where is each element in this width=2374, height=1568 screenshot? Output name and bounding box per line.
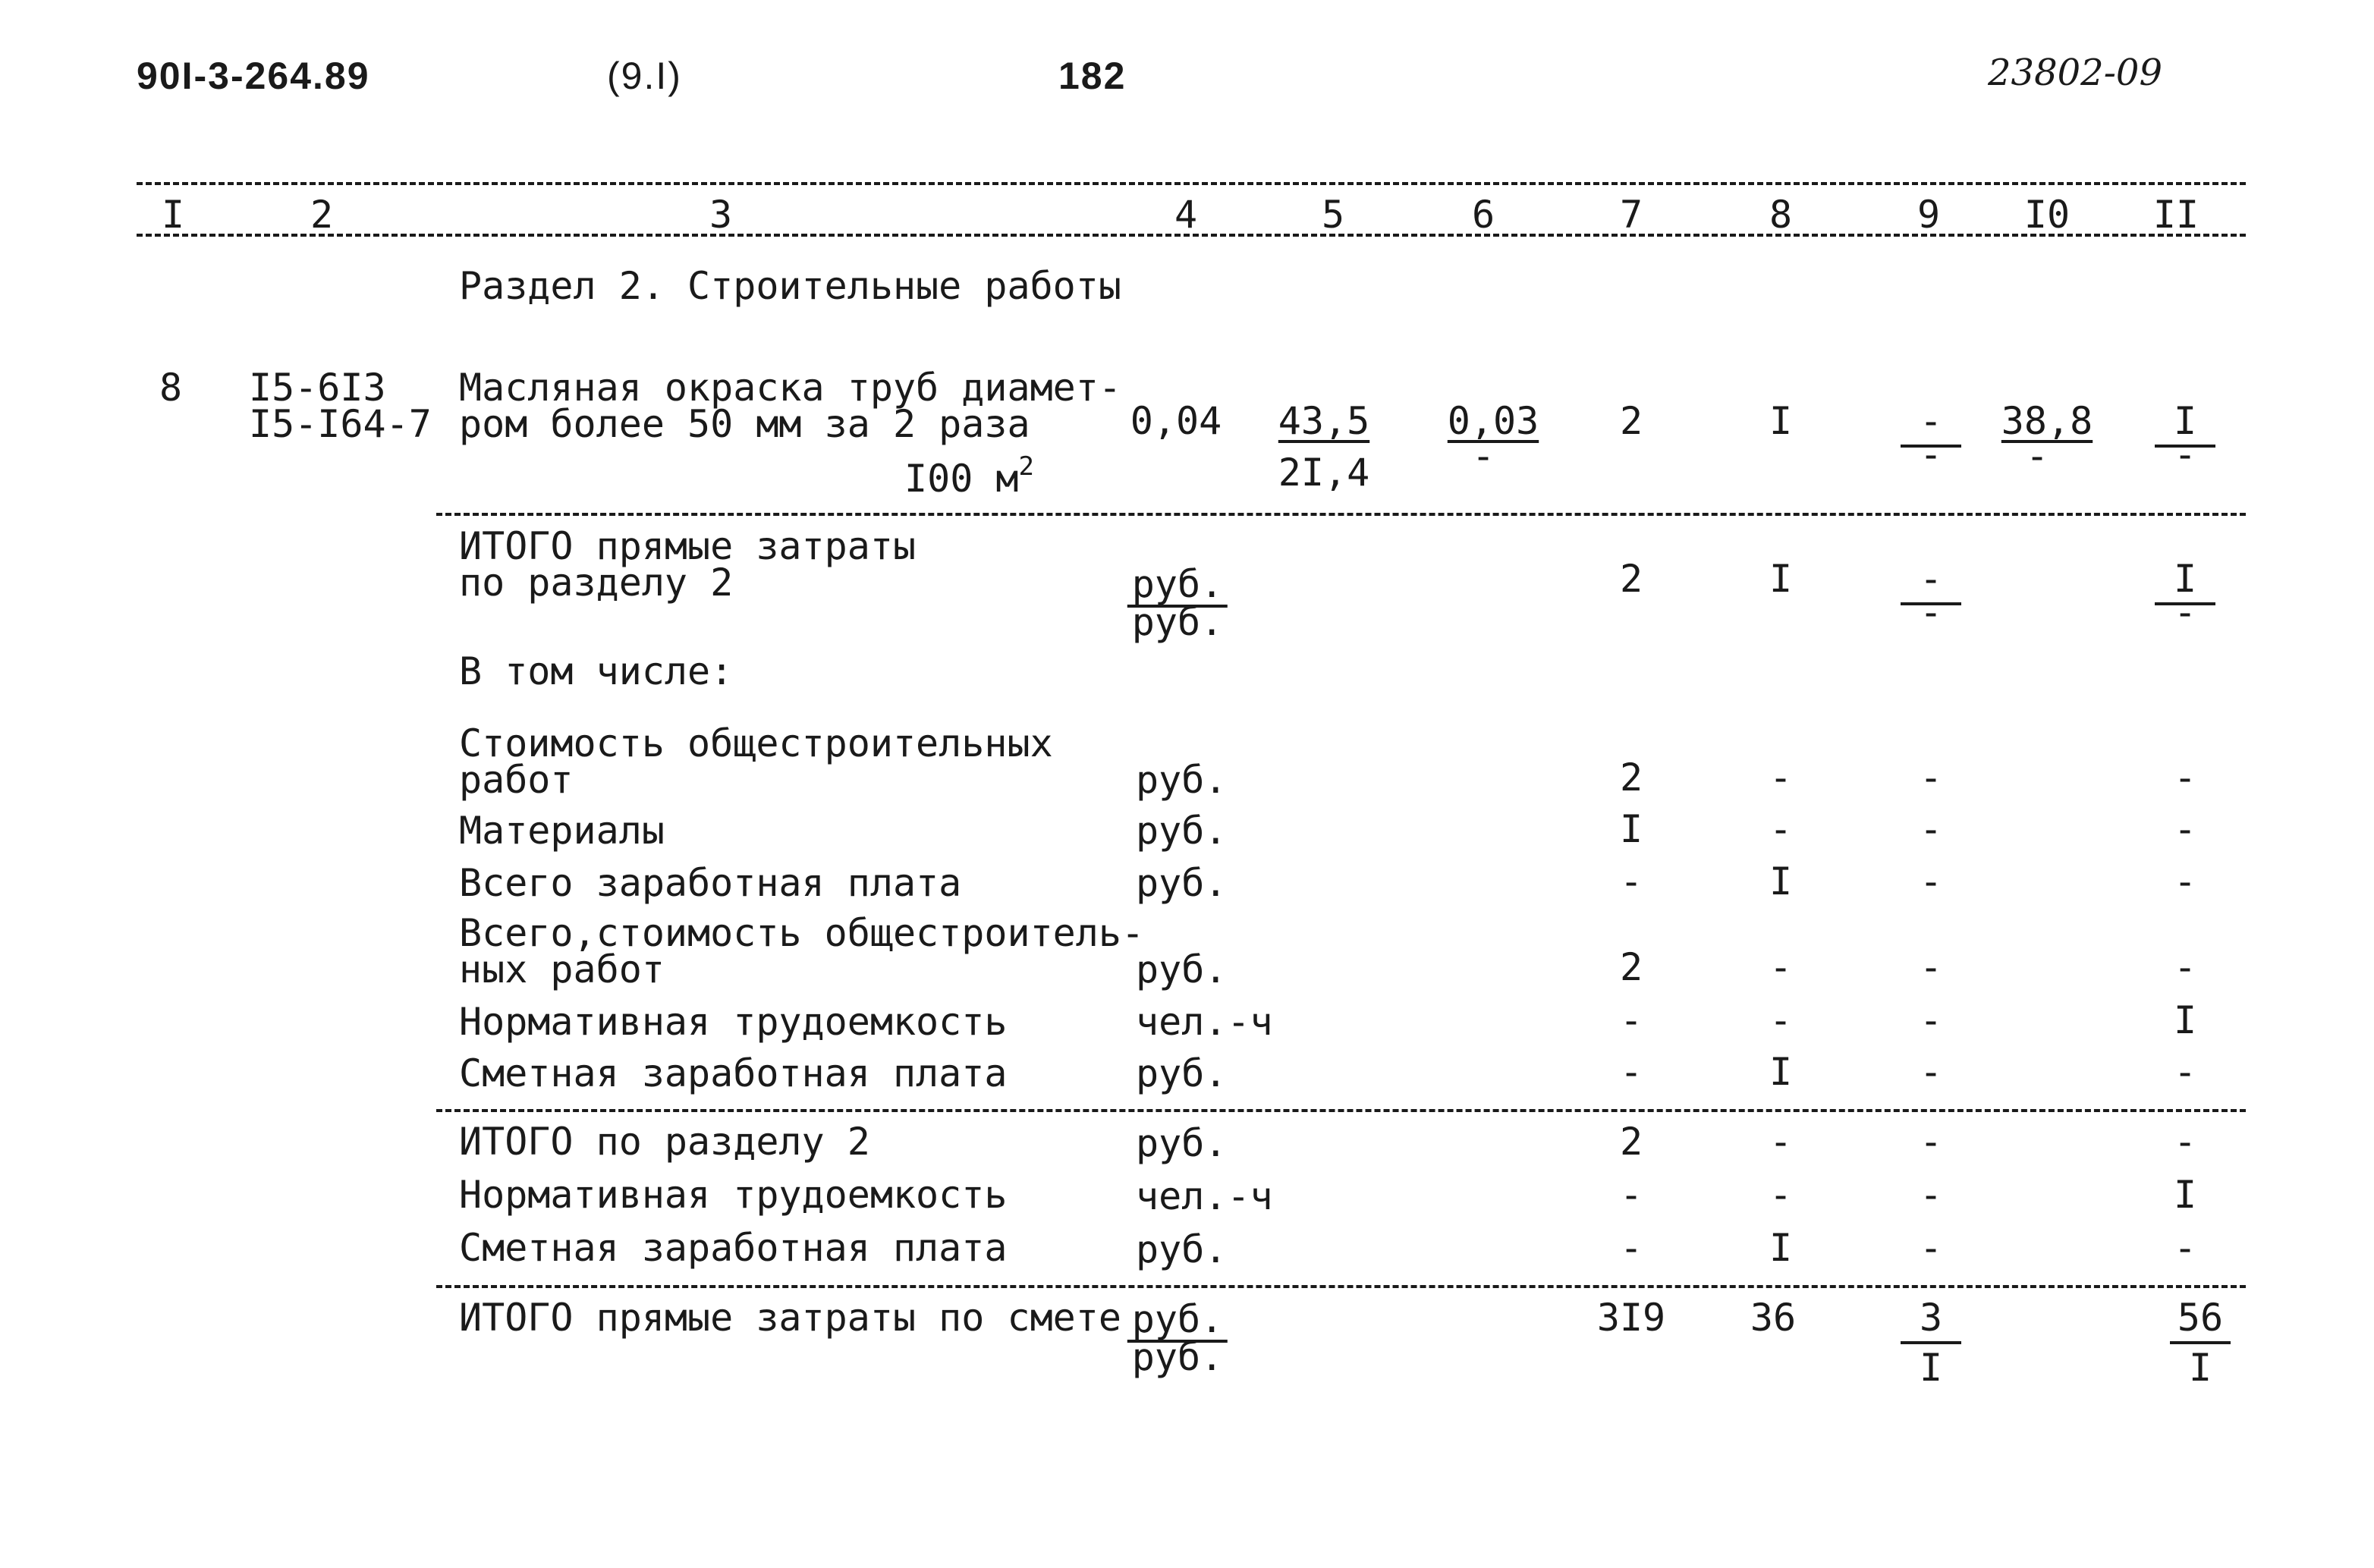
- item-col7: 2: [1619, 399, 1643, 443]
- breakdown-col8: -: [1769, 998, 1793, 1042]
- subtotal-col9-top: -: [1901, 560, 1961, 605]
- section-total-label: Сметная заработная плата: [459, 1226, 1008, 1270]
- column-header-6: 6: [1471, 193, 1495, 237]
- breakdown-unit: руб.: [1136, 809, 1228, 853]
- grand-total-col11-bottom: I: [2188, 1346, 2212, 1390]
- breakdown-col9: -: [1919, 807, 1943, 851]
- breakdown-col11: -: [2173, 945, 2197, 989]
- section-total-col7: -: [1619, 1173, 1643, 1217]
- breakdown-col7: -: [1619, 859, 1643, 903]
- column-header-5: 5: [1321, 193, 1345, 237]
- item-code-1: I5-6I3: [249, 366, 386, 410]
- item-col5-bottom: 2I,4: [1278, 451, 1370, 495]
- breakdown-col9: -: [1919, 756, 1943, 800]
- including-label: В том числе:: [459, 649, 734, 693]
- item-code-2: I5-I64-7: [249, 402, 432, 446]
- item-col10-bottom: -: [2025, 434, 2049, 478]
- sheet-number: (9.I): [607, 55, 682, 97]
- column-header-7: 7: [1619, 193, 1643, 237]
- breakdown-col8: -: [1769, 807, 1793, 851]
- breakdown-col7: -: [1619, 1050, 1643, 1094]
- column-header-top-rule: [137, 182, 2246, 185]
- section-total-unit: чел.-ч: [1136, 1174, 1273, 1218]
- breakdown-col8: -: [1769, 945, 1793, 989]
- section-total-col11: I: [2173, 1173, 2197, 1217]
- page-number: 182: [1058, 55, 1127, 97]
- grand-total-col9-bottom: I: [1919, 1346, 1943, 1390]
- subtotal-col7: 2: [1619, 557, 1643, 601]
- item-col10-top-value: 38,8: [2001, 399, 2093, 443]
- column-header-8: 8: [1769, 193, 1793, 237]
- subtotal-col9-fraction: [1901, 557, 1961, 634]
- breakdown-label: Сметная заработная плата: [459, 1051, 1008, 1095]
- item-description-line-1: Масляная окраска труб диамет-: [459, 366, 1121, 410]
- breakdown-col9: -: [1919, 859, 1943, 903]
- section-total-col7: 2: [1619, 1120, 1643, 1164]
- subtotal-unit-top: руб.: [1127, 565, 1228, 608]
- breakdown-unit: руб.: [1136, 947, 1228, 991]
- item-col5-top: [1278, 399, 1370, 443]
- section-total-col11: -: [2173, 1226, 2197, 1270]
- breakdown-unit: руб.: [1136, 758, 1228, 802]
- grand-total-col9-top: 3: [1901, 1299, 1961, 1344]
- item-quantity: 0,04: [1130, 399, 1222, 443]
- breakdown-col11: -: [2173, 756, 2197, 800]
- grand-total-col9-fraction: [1901, 1296, 1961, 1390]
- item-description-line-2: ром более 50 мм за 2 раза: [459, 402, 1030, 446]
- breakdown-unit: руб.: [1136, 1051, 1228, 1095]
- grand-total-unit-fraction: [1127, 1297, 1228, 1379]
- subtotal-col8: I: [1769, 557, 1793, 601]
- breakdown-bottom-rule: [436, 1109, 2246, 1112]
- column-header-10: I0: [2023, 193, 2071, 237]
- item-unit-sup: 2: [1018, 451, 1034, 482]
- breakdown-label: Материалы: [459, 809, 665, 853]
- column-header-3: 3: [709, 193, 733, 237]
- item-col9-fraction: [1901, 399, 1961, 476]
- subtotal-unit-bottom: руб.: [1131, 600, 1224, 644]
- column-header-bottom-rule: [137, 234, 2246, 237]
- section-total-col11: -: [2173, 1120, 2197, 1164]
- breakdown-col11: -: [2173, 859, 2197, 903]
- item-bottom-rule: [436, 513, 2246, 516]
- breakdown-col8: I: [1769, 859, 1793, 903]
- section-total-unit: руб.: [1136, 1121, 1228, 1165]
- subtotal-label-line-1: ИТОГО прямые затраты: [459, 524, 917, 568]
- document-code: 90I-3-264.89: [137, 55, 370, 97]
- grand-total-col11-fraction: [2170, 1296, 2231, 1390]
- section-total-col8: I: [1769, 1226, 1793, 1270]
- item-number: 8: [159, 366, 183, 410]
- column-header-11: II: [2152, 193, 2199, 237]
- column-header-4: 4: [1174, 193, 1198, 237]
- item-col5-top-value: 43,5: [1278, 399, 1370, 443]
- subtotal-col11-fraction: [2155, 557, 2215, 634]
- breakdown-label-cont: работ: [459, 758, 574, 802]
- breakdown-unit: руб.: [1136, 861, 1228, 905]
- section-title: Раздел 2. Строительные работы: [459, 264, 1121, 308]
- item-col8: I: [1769, 399, 1793, 443]
- subtotal-label-line-2: по разделу 2: [459, 561, 734, 605]
- section-total-col8: -: [1769, 1120, 1793, 1164]
- grand-total-label: ИТОГО прямые затраты по смете: [459, 1296, 1121, 1340]
- breakdown-col9: -: [1919, 945, 1943, 989]
- item-col6-bottom: -: [1471, 434, 1495, 478]
- breakdown-col11: -: [2173, 807, 2197, 851]
- item-unit: [904, 451, 1034, 501]
- item-col6-top-value: 0,03: [1447, 399, 1539, 443]
- breakdown-col9: -: [1919, 1050, 1943, 1094]
- breakdown-col7: 2: [1619, 756, 1643, 800]
- section-total-col9: -: [1919, 1226, 1943, 1270]
- breakdown-col7: 2: [1619, 945, 1643, 989]
- breakdown-label: Всего заработная плата: [459, 861, 962, 905]
- section-total-col9: -: [1919, 1173, 1943, 1217]
- breakdown-col11: -: [2173, 1050, 2197, 1094]
- subtotal-col9-bottom: -: [1919, 590, 1943, 634]
- item-unit-main: I00 м: [904, 457, 1019, 501]
- breakdown-label: Нормативная трудоемкость: [459, 1000, 1008, 1044]
- column-header-1: I: [161, 193, 185, 237]
- column-header-9: 9: [1916, 193, 1941, 237]
- section-total-col9: -: [1919, 1120, 1943, 1164]
- breakdown-label-cont: ных работ: [459, 947, 665, 991]
- breakdown-col7: I: [1619, 807, 1643, 851]
- section-total-col7: -: [1619, 1226, 1643, 1270]
- breakdown-unit: чел.-ч: [1136, 1000, 1273, 1044]
- column-header-2: 2: [310, 193, 334, 237]
- section-total-label: ИТОГО по разделу 2: [459, 1120, 870, 1164]
- item-col11-bottom: -: [2173, 432, 2197, 476]
- breakdown-col8: -: [1769, 756, 1793, 800]
- item-col11-fraction: [2155, 399, 2215, 476]
- item-col9-bottom: -: [1919, 432, 1943, 476]
- breakdown-col9: -: [1919, 998, 1943, 1042]
- grand-total-col7: 3I9: [1596, 1296, 1666, 1340]
- grand-total-unit-top: руб.: [1127, 1300, 1228, 1343]
- item-col9-top: -: [1901, 402, 1961, 448]
- breakdown-col8: I: [1769, 1050, 1793, 1094]
- grand-total-col8: 36: [1750, 1296, 1797, 1340]
- grand-total-unit-bottom: руб.: [1131, 1335, 1224, 1379]
- breakdown-col7: -: [1619, 998, 1643, 1042]
- breakdown-col11: I: [2173, 998, 2197, 1042]
- subtotal-unit-fraction: [1127, 562, 1228, 644]
- grand-total-top-rule: [436, 1285, 2246, 1288]
- grand-total-col11-top: 56: [2170, 1299, 2231, 1344]
- section-total-label: Нормативная трудоемкость: [459, 1173, 1008, 1217]
- archive-number: 23802-09: [1988, 52, 2162, 94]
- subtotal-col11-bottom: -: [2173, 590, 2197, 634]
- item-col11-top: I: [2155, 402, 2215, 448]
- breakdown-label: Стоимость общестроительных: [459, 721, 1053, 765]
- subtotal-col11-top: I: [2155, 560, 2215, 605]
- breakdown-label: Всего,стоимость общестроитель-: [459, 911, 1145, 955]
- section-total-unit: руб.: [1136, 1227, 1228, 1271]
- section-total-col8: -: [1769, 1173, 1793, 1217]
